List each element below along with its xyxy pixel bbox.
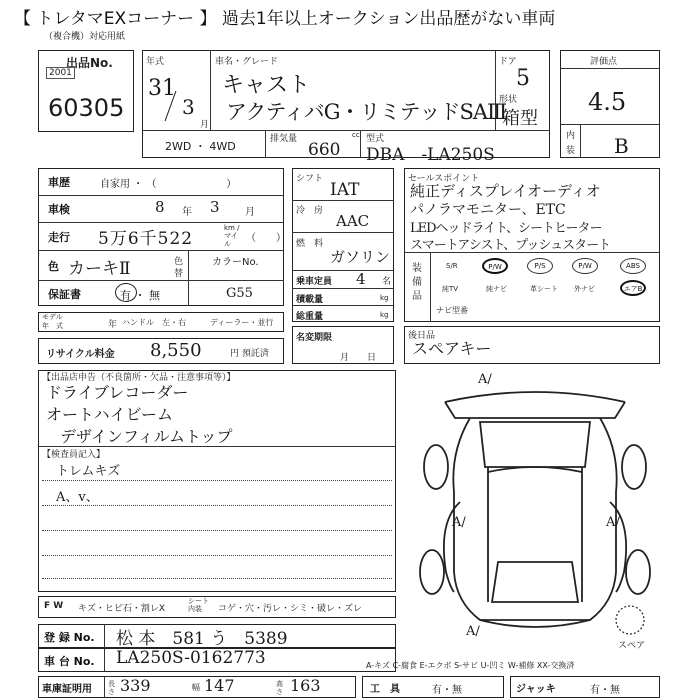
equip-airbag: エアB [620,280,646,296]
car-label: 車名・グレード [215,57,279,67]
sales-line-3: LEDヘッドライト、シートヒーター [410,221,602,236]
equip-ps: P/S [527,258,553,274]
sales-label: セールスポイント [408,174,480,184]
interior-label-1: 内 [566,131,576,141]
cert-v2: 147 [204,676,235,695]
equip-leather: 革シート [530,285,558,293]
equip-pw: P/W [482,258,508,274]
history-value: 自家用 ・ （ ） [100,179,237,190]
mark-left: A/ [452,515,466,530]
warranty-value: 有 ・ 無 [120,289,160,302]
inspection-year-unit: 年 [182,207,192,218]
capacity-label: 乗車定員 [296,277,333,287]
shape-label: 形状 [499,95,518,105]
model-label: 型式 [366,134,385,144]
doors-value: 5 [516,66,530,91]
displacement-unit: cc [352,131,360,139]
recycle-label: リサイクル料金 [46,349,115,360]
modelyear-handle: ハンドル 左・右 [122,318,186,327]
fw-sheet: シート 内装 [188,597,209,613]
equip-pw2: P/W [572,258,598,274]
header-subtitle: （複合機）対応用紙 [44,32,126,42]
inspection-month: 3 [210,198,220,216]
shape-value: 箱型 [502,108,538,129]
year-value: 31 [148,76,176,101]
inspector-line-2: A、v、 [56,490,99,505]
exhibitor-line-3: デザインフィルムトップ [60,427,233,446]
model-value: DBA -LA250S [366,145,495,165]
later-value: スペアキー [412,339,492,358]
modelyear-label-2: 年 式 [42,322,63,330]
cert-l3: 高さ [276,680,283,696]
sales-line-1: 純正ディスプレイオーディオ [410,182,601,200]
spare-label: スペア [618,641,646,651]
inspector-label: 【検査員記入】 [42,450,106,460]
interior-value: B [614,134,629,158]
displacement-value: 660 [308,140,341,160]
capacity-value: 4 [356,270,366,288]
mileage-label: 走行 [48,231,70,244]
mileage-value: 5万6千522 [98,229,194,249]
warranty-label: 保証書 [48,288,81,301]
tools-value: 有・無 [432,685,462,696]
color-label-2a: 色 [174,257,184,267]
recycle-unit: 円 預託済 [230,349,269,359]
equip-tv: 純TV [442,285,459,293]
shift-label: シフト [296,174,324,184]
inspection-month-unit: 月 [245,207,255,218]
jack-label: ジャッキ [516,684,556,695]
fw-label: F W [44,601,64,611]
cert-l2: 幅 [192,683,200,692]
inspection-year: 8 [155,198,165,216]
tools-label: 工 具 [370,684,400,695]
sales-line-4: スマートアシスト、プッシュスタート [410,238,611,253]
load-label: 積載量 [296,295,324,305]
doors-label: ドア [499,57,517,67]
jack-value: 有・無 [590,685,620,696]
ac-value: AAC [336,212,370,230]
registration-value: 松 本 581 う 5389 [116,629,288,649]
car-name: キャスト [222,73,311,98]
chassis-value: LA250S-0162773 [116,648,266,668]
colorno-label: カラーNo. [212,257,259,268]
chassis-label: 車 台 No. [44,655,95,668]
exhibitor-label: 【出品店申告（不良箇所・欠品・注意事項等）】 [42,373,236,383]
year-month-unit: 月 [200,120,210,130]
year-month: 3 [182,95,195,119]
history-label: 車歴 [48,176,70,189]
score-label: 評価点 [590,57,618,67]
drive-value: 2WD ・ 4WD [165,140,236,153]
totalweight-label: 総重量 [296,312,324,322]
lot-prefix: 2001 [46,67,75,79]
later-label: 後日品 [408,331,436,341]
modelyear-label-1: モデル [42,313,63,321]
equipment-label: 装備品 [412,263,422,302]
inspection-label: 車検 [48,203,70,216]
mark-right: A/ [606,515,620,530]
modelyear-unit: 年 [108,320,118,330]
namechange-label: 名変期限 [296,333,333,343]
equip-sr: S/R [446,262,458,270]
mark-rear: A/ [466,624,480,639]
mark-front: A/ [478,372,492,387]
cert-v3: 163 [290,676,321,695]
sales-line-2: パノラマモニター、ETC [410,202,566,218]
fw-text2: コゲ・穴・汚レ・シミ・破レ・ズレ [218,604,363,614]
equip-navi-model: ナビ型番 [436,306,468,315]
car-grade: アクティバG・リミテッドSAⅢ [226,100,507,124]
equip-navi: 純ナビ [486,285,507,293]
displacement-label: 排気量 [270,134,298,144]
modelyear-dealer: ディーラー・並行 [210,318,274,327]
cert-v1: 339 [120,676,151,695]
cert-l1: 長さ [108,680,115,696]
mileage-paren: （ ） [246,233,286,244]
header-title: 【 トレタマEXコーナー 】 過去1年以上オークション出品歴がない車両 [14,9,556,29]
cert-label: 車庫証明用 [42,684,92,695]
car-diagram [410,372,660,650]
equip-abs: ABS [620,258,646,274]
colorno-value: G55 [226,286,253,301]
load-unit: kg [380,294,389,302]
exhibitor-line-1: ドライブレコーダー [46,383,189,402]
year-label: 年式 [146,57,165,67]
ac-label: 冷 房 [296,206,324,216]
interior-label-2: 装 [566,146,576,156]
registration-label: 登 録 No. [44,631,95,644]
lot-label: 出品No. [66,56,113,70]
score-value: 4.5 [588,88,627,116]
capacity-unit: 名 [382,277,392,287]
exhibitor-line-2: オートハイビーム [46,405,174,424]
fw-text: キズ・ヒビ石・割レX [78,604,165,614]
lot-number: 60305 [48,94,125,122]
inspector-line-1: トレムキズ [56,464,121,479]
namechange-unit: 月 日 [340,353,377,363]
color-value: カーキⅡ [68,259,131,279]
legend: A-キズ C-腐食 E-エクボ S-サビ U-凹ミ W-補修 XX-交換済 [366,661,575,670]
color-label-2b: 替 [174,269,184,279]
shift-value: IAT [330,180,360,200]
totalweight-unit: kg [380,311,389,319]
color-label: 色 [48,260,59,273]
fuel-label: 燃 料 [296,239,324,249]
mileage-unit: km / マイル [224,224,240,248]
fuel-value: ガソリン [330,248,391,266]
recycle-value: 8,550 [150,340,202,361]
equip-extnavi: 外ナビ [574,285,595,293]
